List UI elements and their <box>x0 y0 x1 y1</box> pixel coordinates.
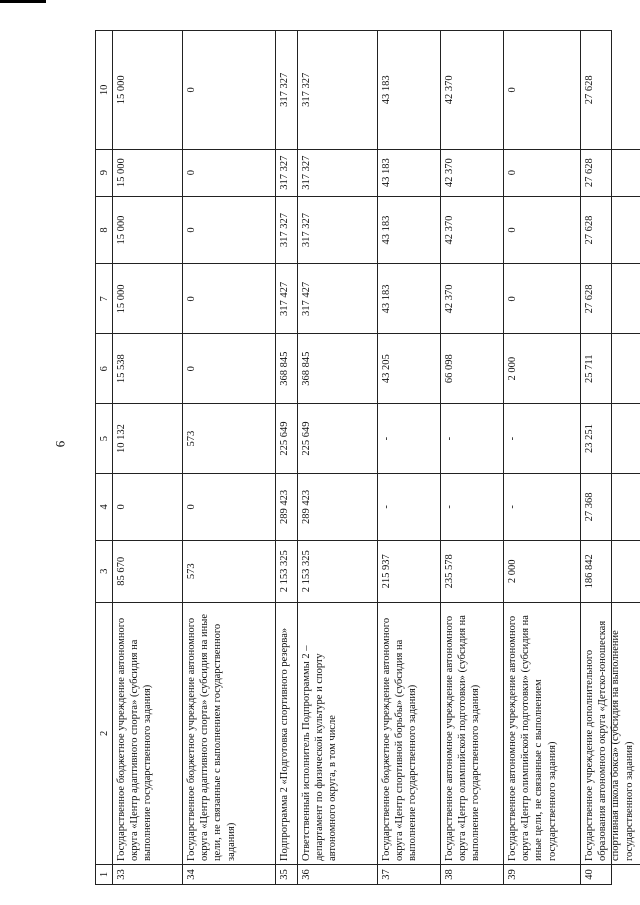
value-cell: 42 370 <box>444 75 455 105</box>
table-header-row <box>96 31 113 884</box>
value-cell: 42 370 <box>441 196 503 264</box>
value-cell: 215 937 <box>378 540 440 602</box>
value-cell: 186 842 <box>581 540 640 602</box>
value-cell: 0 <box>183 333 275 403</box>
table-row <box>504 31 581 884</box>
value-cell: 15 000 <box>113 149 182 196</box>
header-cell: 9 <box>96 149 112 196</box>
table-row <box>298 31 378 884</box>
value-cell: 15 000 <box>116 75 127 105</box>
row-number-cell: 36 <box>298 864 377 884</box>
value-cell: 15 000 <box>113 196 182 264</box>
value-cell: 573 <box>183 540 275 602</box>
header-cell: 7 <box>96 263 112 333</box>
row-number-cell: 37 <box>378 864 440 884</box>
row-name-cell: Подпрограмма 2 «Подготовка спортивного резерва» <box>276 602 297 864</box>
value-cell: - <box>378 403 440 473</box>
value-cell: 2 000 <box>504 540 580 602</box>
row-name-cell: Ответственный исполнитель Подпрограммы 2 – департамент по физической культуре и спорту автономного округа, в том числе <box>298 602 377 864</box>
row-name-cell: Государственное автономное учреждение автономного округа «Центр олимпийской подготовки» (субсидия на иные цели, не связанные с выполнением государственного задания) <box>504 602 580 864</box>
table-row <box>441 31 504 884</box>
value-cell: 43 183 <box>378 149 440 196</box>
value-cell: 573 <box>183 403 275 473</box>
value-cell: 317 327 <box>276 196 297 264</box>
table-row <box>113 31 183 884</box>
value-cell: 317 327 <box>279 72 290 107</box>
value-cell: 2 000 <box>504 333 580 403</box>
top-rule <box>0 0 46 3</box>
row-number-cell: 34 <box>183 864 275 884</box>
value-cell: 27 628 <box>581 263 640 333</box>
row-name-cell: Государственное бюджетное учреждение автономного округа «Центр спортивной борьбы» (субсидия на выполнение государственного задания) <box>378 602 440 864</box>
value-cell: 289 423 <box>298 473 377 540</box>
value-cell: 0 <box>186 87 197 93</box>
value-cell: 66 098 <box>441 333 503 403</box>
value-cell: 27 628 <box>584 75 595 105</box>
value-cell: 43 183 <box>381 75 392 105</box>
table-row <box>183 31 276 884</box>
value-cell: 225 649 <box>276 403 297 473</box>
value-cell: 23 251 <box>581 403 640 473</box>
page-number: 9 <box>53 440 68 448</box>
header-cell: 5 <box>96 403 112 473</box>
value-cell: - <box>504 473 580 540</box>
value-cell: 27 368 <box>581 473 640 540</box>
value-cell: 225 649 <box>298 403 377 473</box>
value-cell: 43 205 <box>378 333 440 403</box>
value-cell: 0 <box>183 196 275 264</box>
value-cell: 317 327 <box>298 196 377 264</box>
value-cell: 0 <box>183 149 275 196</box>
value-cell: 2 153 325 <box>298 540 377 602</box>
value-cell: 85 670 <box>113 540 182 602</box>
budget-table <box>95 30 635 885</box>
value-cell: 317 427 <box>276 263 297 333</box>
value-cell: 43 183 <box>378 196 440 264</box>
row-number-cell: 38 <box>441 864 503 884</box>
row-name-cell: Государственное бюджетное учреждение автономного округа «Центр адаптивного спорта» (субсидия на выполнение государственного задания) <box>113 602 182 864</box>
header-cell: 1 <box>96 864 112 884</box>
value-cell: 368 845 <box>298 333 377 403</box>
row-number-cell: 39 <box>504 864 580 884</box>
value-cell: 289 423 <box>276 473 297 540</box>
header-cell: 3 <box>96 540 112 602</box>
value-cell: 317 327 <box>301 72 312 107</box>
value-cell: 317 427 <box>298 263 377 333</box>
header-cell: 4 <box>96 473 112 540</box>
value-cell: 25 711 <box>581 333 640 403</box>
table-row <box>378 31 441 884</box>
value-cell: 0 <box>504 149 580 196</box>
header-cell: 2 <box>96 602 112 864</box>
value-cell: 15 000 <box>113 263 182 333</box>
row-name-cell: Государственное бюджетное учреждение автономного округа «Центр адаптивного спорта» (субсидия на иные цели, не связанные с выполнением государственного задания) <box>183 602 275 864</box>
rotated-table-frame <box>95 30 635 885</box>
value-cell: 317 327 <box>276 149 297 196</box>
row-number-cell: 35 <box>276 864 297 884</box>
value-cell: - <box>441 473 503 540</box>
value-cell: 0 <box>507 87 518 93</box>
value-cell: 0 <box>183 263 275 333</box>
row-name-cell: Государственное автономное учреждение автономного округа «Центр олимпийской подготовки» (субсидия на выполнение государственного задания) <box>441 602 503 864</box>
value-cell: 42 370 <box>441 263 503 333</box>
table-row <box>276 31 298 884</box>
value-cell: 43 183 <box>378 263 440 333</box>
header-cell: 10 <box>99 84 110 96</box>
value-cell: 10 132 <box>113 403 182 473</box>
table-body <box>113 31 640 884</box>
value-cell: 0 <box>183 473 275 540</box>
value-cell: 27 628 <box>581 196 640 264</box>
value-cell: 27 628 <box>581 149 640 196</box>
row-name-cell: Государственное учреждение дополнительного образования автономного округа «Детско-юношеская спортивная школа бокса» (субсидия на выполнение государственного задания) <box>581 602 640 864</box>
value-cell: - <box>378 473 440 540</box>
row-number-cell: 33 <box>113 864 182 884</box>
value-cell: 368 845 <box>276 333 297 403</box>
value-cell: 42 370 <box>441 149 503 196</box>
value-cell: 2 153 325 <box>276 540 297 602</box>
value-cell: 0 <box>504 196 580 264</box>
value-cell: 0 <box>504 263 580 333</box>
row-number-cell: 40 <box>581 864 640 884</box>
header-cell: 6 <box>96 333 112 403</box>
value-cell: 15 538 <box>113 333 182 403</box>
value-cell: - <box>441 403 503 473</box>
value-cell: 317 327 <box>298 149 377 196</box>
header-cell: 8 <box>96 196 112 264</box>
value-cell: 0 <box>113 473 182 540</box>
value-cell: - <box>504 403 580 473</box>
value-cell: 235 578 <box>441 540 503 602</box>
table-row <box>581 31 640 884</box>
